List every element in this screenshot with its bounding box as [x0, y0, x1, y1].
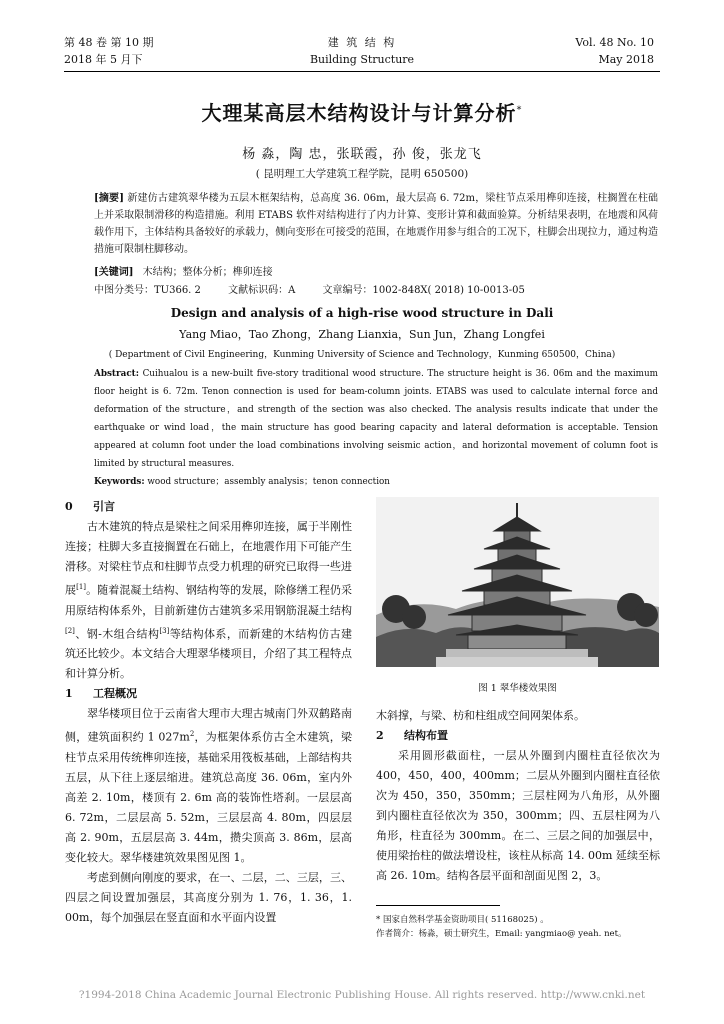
citation-ref: [2] [65, 626, 75, 635]
english-title: Design and analysis of a high-rise wood structure in Dali [170, 306, 554, 320]
citation-ref: [3] [159, 626, 170, 635]
article-number: 文章编号：1002-848X( 2018) 10-0013-05 [322, 285, 525, 296]
doc-code: 文献标识码：A [228, 285, 296, 296]
classification-row [94, 281, 525, 296]
intro-paragraph: 古木建筑的特点是梁柱之间采用榫卯连接，属于半刚性连接；柱脚大多直接搁置在石础上，在地震作用下可能产生滑移。对梁柱节点和柱脚节点受力机理的研究已取得一些进展[1]。随着混凝土结构、钢结构等的发展，除修缮工程仍采用原结构体系外，目前新建仿古建筑多采用钢筋混凝土结构[2]、钢-木组合结构[3]等结构体系，而新建的木结构仿古建筑还比较少。本文结合大理翠华楼项目，介绍了其工程特点和计算分析。 [65, 520, 353, 681]
figure-caption: 图 1 翠华楼效果图 [478, 683, 557, 694]
journal-issue-en [575, 34, 654, 68]
journal-name-en: Building Structure [309, 53, 415, 66]
keywords-text: 木结构；整体分析；榫卯连接 [142, 267, 273, 278]
english-abstract-label: Abstract: [94, 369, 139, 379]
author-note: 作者简介：杨淼，硕士研究生，Email: yangmiao@ yeah. net。 [376, 929, 627, 939]
section-heading-0: 0 引言 [65, 500, 115, 513]
journal-name-cn: 建 筑 结 构 [327, 36, 397, 49]
superscript: 2 [189, 730, 195, 739]
title-footnote-mark: * [516, 104, 523, 116]
footnote [376, 913, 666, 941]
clc-number: 中图分类号：TU366. 2 [94, 285, 201, 296]
footnote-rule [376, 905, 500, 906]
english-abstract-text: Cuihualou is a new-built five-story traditional wood structure. The structure height is 36. 06m and the maximum floor height is 6. 72m. Tenon connection is used for beam-column joints. ETABS was used to calculate internal force and deformation of the structure，and strength of the section was also checked. The analysis results indicate that under the earthquake or wind load，the main structure has good bearing capacity and lateral deformation is acceptable. Tension appeared at column foot under the load combinations involving seismic action，and horizontal movement of column foot is limited by structural measures. [94, 369, 658, 469]
pagoda-image [376, 497, 659, 667]
citation-ref: [1] [76, 583, 87, 591]
publication-date: 2018 年 5 月下 [64, 53, 143, 66]
stiffness-paragraph: 考虑到侧向刚度的要求，在一、二层，二、三层，三、四层之间设置加强层，其高度分别为 1. 76，1. 36，1. 00m，每个加强层在竖直面和水平面内设置 [65, 870, 352, 924]
header-rule [64, 71, 660, 72]
overview-paragraph: 翠华楼项目位于云南省大理市大理古城南门外双鹤路南侧，建筑面积约 1 $027m^2$，为框架体系仿古全木建筑，梁柱节点采用传统榫卯连接，基础采用筏板基础，上部结构共五层，从下往上逐层缩进。建筑总高度 36. 06m，室内外高差 2. 10m，楼顶有 2. 6m 高的装饰性塔刹。一层层高 6. 72m，二层层高 5. 52m，三层层高 4. 80m，四层层高 2. 90m，五层层高 3. 44m，攒尖顶高 3. 86m，层高变化较大。翠华楼建筑效果图见图 1。 [65, 707, 352, 864]
abstract-text: 新建仿古建筑翠华楼为五层木框架结构，总高度 36. 06m，最大层高 6. 72m，梁柱节点采用榫卯连接，柱搁置在柱础上并采取限制滑移的构造措施。利用 ETABS 软件对结构进行了内力计算、变形计算和截面验算。分析结果表明，在地震和风荷载作用下，主体结构具备较好的承载力，侧向变形在可接受的范围，在地震作用参与组合的工况下，柱脚会出现拉力，通过构造措施可限制柱脚移动。 [94, 193, 659, 255]
english-authors: Yang Miao，Tao Zhong，Zhang Lianxia，Sun Jun，Zhang Longfei [179, 328, 545, 341]
funding-note: * 国家自然科学基金资助项目( 51168025) 。 [376, 915, 549, 925]
volume-issue: 第 48 卷 第 10 期 [64, 36, 154, 49]
left-column [65, 497, 352, 928]
abstract-cn [94, 190, 658, 258]
english-keywords [94, 473, 658, 491]
layout-paragraph: 采用圆形截面柱，一层从外圈到内圈柱直径依次为 400，450，400，400mm；二层从外圈到内圈柱直径依次为 450，350，350mm；三层柱网为八角形，从外圈到内圈柱直径依次为 350，300mm；四、五层柱网为八角形，柱直径为 300mm。在二、三层之间的加强层中，使用梁抬柱的做法增设柱，该柱从标高 14. 00m 延续至标高 26. 10m。结构各层平面和剖面见图 2，3。 [376, 749, 660, 882]
section-heading-1: 1 工程概况 [65, 687, 137, 701]
volume-issue-en: Vol. 48 No. 10 [575, 36, 654, 49]
section-heading-2: 2 结构布置 [376, 729, 448, 742]
publication-date-en: May 2018 [598, 53, 654, 66]
keywords-cn [94, 263, 273, 278]
keywords-label: [关键词] [94, 267, 134, 278]
english-keywords-text: wood structure；assembly analysis；tenon connection [147, 477, 390, 487]
building-rendering-figure [376, 497, 659, 667]
paper-title: 大理某高层木结构设计与计算分析* [201, 101, 523, 125]
english-keywords-label: Keywords: [94, 477, 145, 487]
copyright-notice: ?1994-2018 China Academic Journal Electronic Publishing House. All rights reserved. http://www.cnki.net [78, 989, 646, 1001]
english-affiliation: ( Department of Civil Engineering，Kunming University of Science and Technology，Kunming 650500，China) [108, 350, 616, 360]
affiliation: ( 昆明理工大学建筑工程学院，昆明 650500) [255, 168, 469, 180]
english-abstract [94, 365, 658, 491]
stiffness-paragraph-continued: 木斜撑，与梁、枋和柱组成空间网架体系。 [376, 709, 585, 722]
right-column [376, 706, 660, 886]
abstract-label: [摘要] [94, 193, 124, 204]
author-list: 杨 淼，陶 忠，张联霞，孙 俊，张龙飞 [242, 147, 482, 162]
